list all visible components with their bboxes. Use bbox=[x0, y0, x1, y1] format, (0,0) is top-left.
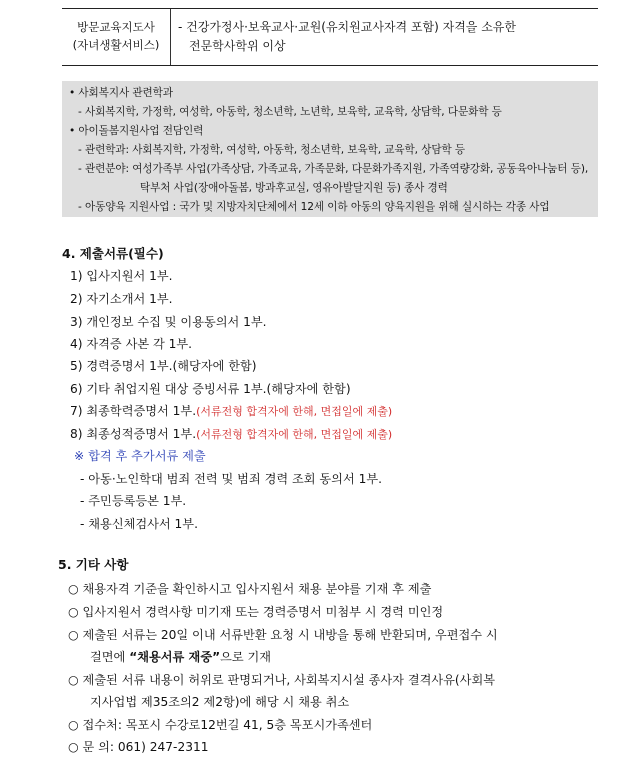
additional-doc-1: - 아동·노인학대 범죄 전력 및 범죄 경력 조회 동의서 1부. bbox=[80, 472, 383, 486]
additional-doc-2: - 주민등록등본 1부. bbox=[80, 494, 187, 508]
gray-line-2: - 사회복지학, 가정학, 여성학, 아동학, 청소년학, 노년학, 보육학, 교육학, 상담학, 다문화학 등 bbox=[78, 106, 502, 118]
note-bullet-1: ○ 채용자격 기준을 확인하시고 입사지원서 채용 분야를 기재 후 제출 bbox=[68, 582, 432, 596]
table-requirement-cell bbox=[178, 9, 598, 65]
note-bullet-3-post: 으로 기재 bbox=[220, 650, 272, 664]
gray-line-5: - 관련분야: 여성가족부 사업(가족상담, 가족교육, 가족문화, 다문화가족지원, 가족역량강화, 공동육아나눔터 등), bbox=[78, 163, 589, 175]
gray-line-1: • 사회복지사 관련학과 bbox=[69, 87, 173, 99]
note-bullet-6: ○ 문 의: 061) 247-2311 bbox=[68, 740, 209, 754]
note-bullet-4-line-2: 지사업법 제35조의2 제2항)에 해당 시 채용 취소 bbox=[90, 695, 350, 709]
related-fields-box bbox=[62, 81, 598, 217]
note-bullet-3-pre: 걸면에 bbox=[90, 650, 130, 664]
doc-item-2: 2) 자기소개서 1부. bbox=[70, 292, 173, 306]
doc-item-6: 6) 기타 취업지원 대상 증빙서류 1부.(해당자에 한함) bbox=[70, 382, 351, 396]
doc-item-7 bbox=[70, 402, 392, 419]
doc-item-8 bbox=[70, 425, 392, 442]
doc-item-4: 4) 자격증 사본 각 1부. bbox=[70, 337, 193, 351]
qualification-table bbox=[62, 8, 598, 66]
doc-item-1: 1) 입사지원서 1부. bbox=[70, 269, 173, 283]
gray-line-6: 탁부처 사업(장애아돌봄, 방과후교실, 영유아발달지원 등) 종사 경력 bbox=[140, 182, 448, 194]
doc-item-3: 3) 개인정보 수집 및 이용동의서 1부. bbox=[70, 315, 267, 329]
section-5-title: 5. 기타 사항 bbox=[58, 557, 129, 572]
note-bullet-4-line-1: ○ 제출된 서류 내용이 허위로 판명되거나, 사회복지시설 종사자 결격사유(사회복 bbox=[68, 673, 495, 687]
doc-item-7-note: (서류전형 합격자에 한해, 면접일에 제출) bbox=[196, 405, 393, 418]
gray-line-3: • 아이돌봄지원사업 전담인력 bbox=[69, 125, 204, 137]
requirement-line-1: - 건강가정사·보육교사·교원(유치원교사자격 포함) 자격을 소유한 bbox=[178, 20, 516, 34]
note-bullet-3-line-2 bbox=[90, 648, 271, 665]
requirement-line-2: 전문학사학위 이상 bbox=[189, 39, 286, 53]
role-sub: (자녀생활서비스) bbox=[72, 38, 160, 52]
doc-item-5: 5) 경력증명서 1부.(해당자에 한함) bbox=[70, 359, 257, 373]
additional-docs-title: ※ 합격 후 추가서류 제출 bbox=[74, 449, 206, 463]
doc-item-7-main: 7) 최종학력증명서 1부. bbox=[70, 404, 197, 418]
note-bullet-2: ○ 입사지원서 경력사항 미기재 또는 경력증명서 미첨부 시 경력 미인정 bbox=[68, 605, 444, 619]
gray-line-7: - 아동양육 지원사업 : 국가 및 지방자치단체에서 12세 이하 아동의 양육지원을 위해 실시하는 각종 사업 bbox=[78, 201, 550, 213]
section-4-title: 4. 제출서류(필수) bbox=[62, 246, 164, 261]
doc-item-8-note: (서류전형 합격자에 한해, 면접일에 제출) bbox=[196, 428, 393, 441]
doc-item-8-main: 8) 최종성적증명서 1부. bbox=[70, 427, 197, 441]
additional-doc-3: - 채용신체검사서 1부. bbox=[80, 517, 198, 531]
note-bullet-5: ○ 접수처: 목포시 수강로12번길 41, 5층 목포시가족센터 bbox=[68, 718, 373, 732]
note-bullet-3-bold: “채용서류 재중” bbox=[129, 650, 221, 664]
note-bullet-3-line-1: ○ 제출된 서류는 20일 이내 서류반환 요청 시 내방을 통해 반환되며, 우편접수 시 bbox=[68, 628, 498, 642]
gray-line-4: - 관련학과: 사회복지학, 가정학, 여성학, 아동학, 청소년학, 보육학, 교육학, 상담학 등 bbox=[78, 144, 466, 156]
table-role-cell bbox=[62, 9, 171, 65]
role-name: 방문교육지도사 bbox=[77, 20, 155, 34]
